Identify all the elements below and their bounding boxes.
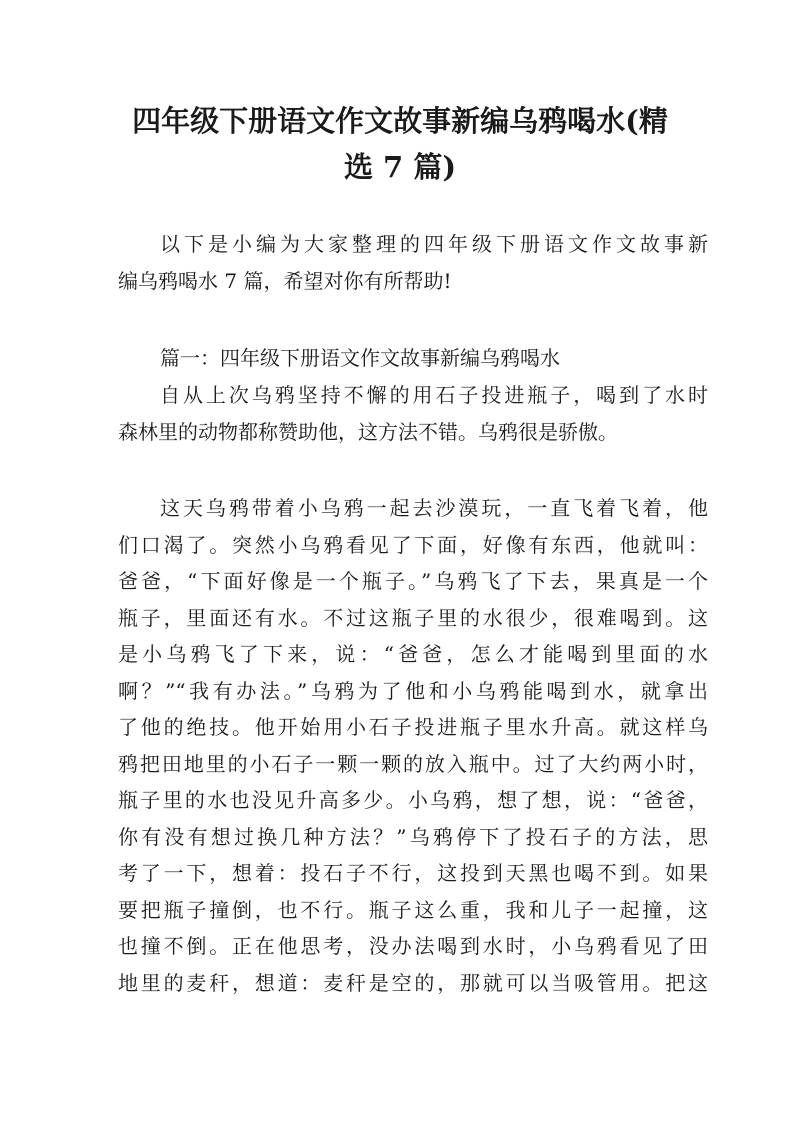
intro-paragraph (118, 226, 708, 299)
intro-line: 以下是小编为大家整理的四年级下册语文作文故事新 (160, 232, 708, 256)
section-heading-text: 篇一：四年级下册语文作文故事新编乌鸦喝水 (160, 346, 560, 370)
paragraph-line: 瓶子，里面还有水。不过这瓶子里的水很少，很难喝到。这 (118, 605, 708, 630)
paragraph-line: 自从上次乌鸦坚持不懈的用石子投进瓶子，喝到了水时 (160, 383, 708, 407)
paragraph-line: 考了一下，想着：投石子不行，这投到天黑也喝不到。如果 (118, 861, 708, 885)
intro-line: 编乌鸦喝水 7 篇，希望对你有所帮助! (118, 268, 452, 293)
paragraph-line: 了他的绝技。他开始用小石子投进瓶子里水升高。就这样乌 (118, 715, 708, 739)
paragraph-line: 是小乌鸦飞了下来，说：“爸爸，怎么才能喝到里面的水 (118, 642, 708, 666)
paragraph-2 (118, 490, 708, 1001)
paragraph-line: 森林里的动物都称赞助他，这方法不错。乌鸦很是骄傲。 (118, 419, 618, 444)
paragraph-line: 也撞不倒。正在他思考，没办法喝到水时，小乌鸦看见了田 (118, 934, 708, 958)
paragraph-line: 鸦把田地里的小石子一颗一颗的放入瓶中。过了大约两小时， (118, 751, 708, 776)
document-title-line-1: 四年级下册语文作文故事新编乌鸦喝水(精 (132, 104, 668, 138)
paragraph-line: 你有没有想过换几种方法？”乌鸦停下了投石子的方法，思 (118, 824, 708, 849)
paragraph-line: 们口渴了。突然小乌鸦看见了下面，好像有东西，他就叫： (118, 532, 708, 557)
paragraph-line: 啊？”“我有办法。”乌鸦为了他和小乌鸦能喝到水，就拿出 (118, 678, 708, 703)
paragraph-line: 瓶子里的水也没见升高多少。小乌鸦，想了想，说：“爸爸， (118, 788, 708, 812)
paragraph-line: 地里的麦秆，想道：麦秆是空的，那就可以当吸管用。把这 (118, 970, 708, 995)
paragraph-1 (118, 377, 708, 450)
paragraph-line: 爸爸，“下面好像是一个瓶子。”乌鸦飞了下去，果真是一个 (118, 569, 708, 593)
document-title-line-2: 选 7 篇) (343, 150, 457, 184)
paragraph-line: 要把瓶子撞倒，也不行。瓶子这么重，我和儿子一起撞，这 (118, 897, 708, 922)
section-heading (118, 340, 708, 377)
paragraph-line: 这天乌鸦带着小乌鸦一起去沙漠玩，一直飞着飞着，他 (160, 496, 708, 520)
